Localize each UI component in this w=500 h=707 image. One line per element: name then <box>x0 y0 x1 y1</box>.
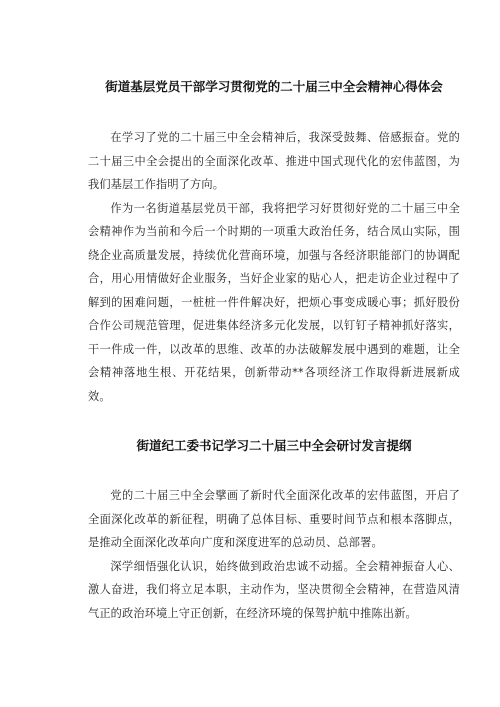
article-1-paragraph-2: 作为一名街道基层党员干部，我将把学习好贯彻好党的二十届三中全会精神作为当前和今后一个时期的一项重大政治任务，结合凤山实际，围绕企业高质量发展，持续优化营商环境，加强与各经济职能部门的协调配合，用心用情做好企业服务，当好企业家的贴心人，把走访企业过程中了解到的困难问题，一桩桩一件件解决好，把烦心事变成暖心事；抓好股份合作公司规范管理，促进集体经济多元化发展，以钉钉子精神抓好落实，干一件成一件，以改革的思维、改革的办法破解发展中遇到的难题，让全会精神落地生根、开花结果，创新带动**各项经济工作取得新进展新成效。 <box>88 201 460 403</box>
article-2-paragraph-2: 深学细悟强化认识，始终做到政治忠诚不动摇。全会精神振奋人心、激人奋进，我们将立足本职，主动作为，坚决贯彻全会精神，在营造风清气正的政治环境上守正创新，在经济环境的保驾护航中推陈出新。 <box>88 559 460 620</box>
article-title-2: 街道纪工委书记学习二十届三中全会研讨发言提纲 <box>136 438 412 453</box>
article-title-1: 街道基层党员干部学习贯彻党的二十届三中全会精神心得体会 <box>105 79 443 94</box>
article-section-2 <box>88 437 460 625</box>
article-1-paragraph-1: 在学习了党的二十届三中全会精神后，我深受鼓舞、倍感振奋。党的二十届三中全会提出的全面深化改革、推进中国式现代化的宏伟蓝图，为我们基层工作指明了方向。 <box>88 131 460 191</box>
article-2-paragraph-1: 党的二十届三中全会擘画了新时代全面深化改革的宏伟蓝图，开启了全面深化改革的新征程，明确了总体目标、重要时间节点和根本落脚点，是推动全面深化改革向广度和深度进军的总动员、总部署。 <box>88 489 460 549</box>
article-section-1 <box>88 78 460 408</box>
